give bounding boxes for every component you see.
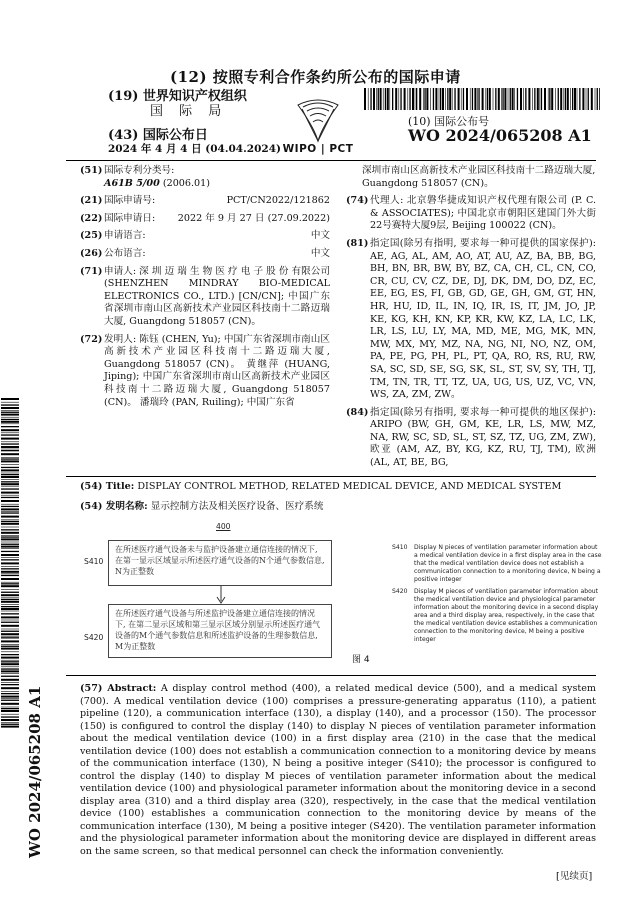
field-number: (74) [346, 195, 369, 207]
header-divider [66, 160, 596, 161]
field-number: (25) [80, 230, 103, 242]
title-en [80, 481, 561, 492]
field-value: 中文 [310, 230, 330, 242]
arrow-down-icon [216, 586, 226, 604]
continued-address-text: 深圳市南山区高新技术产业园区科技南十二路迈瑞大厦, Guangdong 518057 (CN)。 [362, 165, 596, 189]
field-label: 公布语言: [104, 247, 146, 259]
field-value: 2022 年 9 月 27 日 (27.09.2022) [177, 212, 330, 224]
field-22 [80, 213, 330, 226]
title-divider [66, 476, 596, 477]
step-box-s420: 在所述医疗通气设备与所述监护设备建立通信连接的情况下, 在第二显示区域和第三显示区域分别显示所述医疗通气设备的M个通气参数信息和所述监护设备的生理参数信息, M为正整数 [108, 604, 332, 658]
field-number: (84) [346, 406, 369, 418]
legend-s420 [392, 588, 602, 644]
national-states-text: 指定国(除另有指明, 要求每一种可提供的国家保护): AE, AG, AL, AM, AO, AT, AU, AZ, BA, BB, BG, BH, BN, BR, BW, BY, BZ, CA, CH, CL, CN, CO, CR, CU, CV, CZ, DE, DJ, DK, DM, DO, DZ, EC, EE, EG, ES, FI, GB, GD, GE, GH, GM, GT, HN, HR, HU, ID, IL, IN, IQ, IR, IS, IT, JM, JO, JP, KE, KG, KH, KN, KP, KR, KW, KZ, LA, LC, LK, LR, LS, LU, LY, MA, MD, ME, MG, MK, MN, MW, MX, MY, MZ, NA, NG, NI, NO, NZ, OM, PA, PE, PG, PH, PL, PT, QA, RO, RS, RU, RW, SA, SC, SD, SE, SG, SK, SL, ST, SV, SY, TH, TJ, TM, TN, TR, TT, TZ, UA, UG, US, UZ, VC, VN, WS, ZA, ZM, ZW。 [370, 237, 596, 401]
field-21 [80, 195, 330, 208]
publication-number-label: (10) 国际公布号 [408, 115, 490, 128]
organization-bureau: 国 际 局 [150, 104, 228, 119]
field-number: (72) [80, 333, 103, 345]
field-label: 国际申请日: [104, 212, 156, 224]
title-en-value: DISPLAY CONTROL METHOD, RELATED MEDICAL DEVICE, AND MEDICAL SYSTEM [137, 481, 562, 492]
ipc-year: (2006.01) [162, 177, 211, 189]
title-zh-value: 显示控制方法及相关医疗设备、医疗系统 [150, 501, 324, 512]
barcode-icon [364, 88, 600, 110]
organization-name: (19) 世界知识产权组织 [108, 89, 247, 104]
abstract [80, 683, 596, 858]
publication-date: 2024 年 4 月 4 日 (04.04.2024) [108, 143, 281, 155]
wipo-pct-text: WIPO | PCT [282, 143, 354, 155]
side-barcode-icon [1, 398, 19, 728]
left-column [80, 165, 330, 414]
step-label-s420: S420 [84, 633, 104, 642]
legend-text: Display N pieces of ventilation parameter information about a medical ventilation device in a first display area in the case that the medical ventilation device does not establish a communication connection to a monitoring device, N being a positive integer [414, 544, 602, 583]
abstract-label: (57) Abstract: [80, 683, 157, 694]
field-value: 中文 [310, 247, 330, 259]
step-label-s410: S410 [84, 557, 104, 566]
field-number: (26) [80, 247, 103, 259]
publication-date-label: (43) 国际公布日 [108, 128, 208, 143]
field-72-inventors [80, 334, 330, 410]
abstract-divider [66, 675, 596, 676]
field-value [104, 178, 330, 191]
agent-text: 代理人: 北京磐华捷成知识产权代理有限公司 (P. C. & ASSOCIATES); 中国北京市朝阳区建国门外大街22号赛特大厦9层, Beijing 100022 (CN)。 [370, 195, 596, 232]
title-zh-label: (54) 发明名称: [80, 501, 148, 512]
legend-label: S420 [392, 588, 408, 595]
field-number: (21) [80, 195, 103, 207]
legend-label: S410 [392, 544, 408, 551]
field-label: 国际申请号: [104, 195, 156, 207]
title-en-label: (54) Title: [80, 481, 135, 492]
field-26 [80, 248, 330, 261]
figure-caption: 图 4 [352, 655, 370, 665]
field-number: (22) [80, 212, 103, 224]
field-71-applicant [80, 266, 330, 329]
abstract-text: A display control method (400), a related medical device (500), and a medical system (700). A medical ventilation device (100) comprises a pressure-generating apparatus (110), a patient pipeline (120), a communication interface (130), a display (140), and a processor (150). The processor (150) is configured to control the display (140) to display N pieces of ventilation parameter information about the medical ventilation device (100) in a first display area (210) in the case that the medical ventilation device (100) does not establish a communication connection to a monitoring device by means of the communication interface (130), N being a positive integer (S410); the processor is configured to control the display (140) to display M pieces of ventilation parameter information about the medical ventilation device (100) and physiological parameter information about the monitoring device in a second display area (310) and a third display area (320), respectively, in the case that the medical ventilation device (100) establishes a communication connection to the monitoring device by means of the communication interface (130), M being a positive integer (S420). The ventilation parameter information and the physiological parameter information about the monitoring device are displayed in different areas on the same screen, so that medical personnel can check the information conveniently. [80, 683, 596, 857]
field-label: 申请语言: [104, 230, 146, 242]
publication-number: WO 2024/065208 A1 [408, 126, 592, 145]
side-publication-number: WO 2024/065208 A1 [26, 685, 44, 858]
legend-s410 [392, 544, 602, 584]
field-label: 国际专利分类号: [104, 165, 175, 176]
figure-4 [80, 520, 620, 670]
field-84-regional [346, 407, 596, 470]
continued-note: [见续页] [556, 871, 593, 882]
step-box-s410: 在所述医疗通气设备未与监护设备建立通信连接的情况下, 在第一显示区域显示所述医疗通气设备的N个通气参数信息, N为正整数 [108, 540, 332, 586]
figure-ref: 400 [216, 522, 231, 531]
field-81-national [346, 238, 596, 402]
field-number: (81) [346, 237, 369, 249]
field-25 [80, 230, 330, 243]
legend-text: Display M pieces of ventilation parameter information about the medical ventilation device and physiological parameter information about the monitoring device in a second display area and a third display area, respectively, in the case that the medical ventilation device establishes a communication connection to the monitoring device, M being a positive integer [414, 588, 599, 643]
title-zh [80, 498, 323, 512]
right-column [346, 165, 596, 475]
applicant-text: 申请人: 深 圳 迈 瑞 生 物 医 疗 电 子 股 份 有限公司 (SHENZHEN MINDRAY BIO-MEDICAL ELECTRONICS CO., LTD.) [CN/CN]; 中国广东省深圳市南山区高新技术产业园区科技南十二路迈瑞大厦, Guangdong 518057 (CN)。 [104, 265, 330, 327]
continued-address [346, 165, 596, 190]
field-value: PCT/CN2022/121862 [226, 195, 330, 207]
field-number: (51) [80, 165, 103, 176]
field-number: (71) [80, 265, 103, 277]
field-51 [80, 165, 330, 190]
field-74-agent [346, 195, 596, 233]
document-title: (12) 按照专利合作条约所公布的国际申请 [170, 68, 461, 86]
regional-states-text: 指定国(除另有指明, 要求每一种可提供的地区保护): ARIPO (BW, GH, GM, KE, LR, LS, MW, MZ, NA, RW, SC, SD, SL, ST, SZ, TZ, UG, ZM, ZW), 欧亚 (AM, AZ, BY, KG, KZ, RU, TJ, TM), 欧洲 (AL, AT, BE, BG, [370, 406, 596, 469]
inventors-text: 发明人: 陈钰 (CHEN, Yu); 中国广东省深圳市南山区高新技术产业园区科技南十二路迈瑞大厦, Guangdong 518057 (CN)。 黄继萍 (HUANG, Jiping); 中国广东省深圳市南山区高新技术产业园区科技南十二路迈瑞大厦, Guangdong 518057 (CN)。 潘瑞玲 (PAN, Ruiling); 中国广东省 [104, 333, 330, 408]
ipc-code: A61B 5/00 [104, 177, 160, 189]
